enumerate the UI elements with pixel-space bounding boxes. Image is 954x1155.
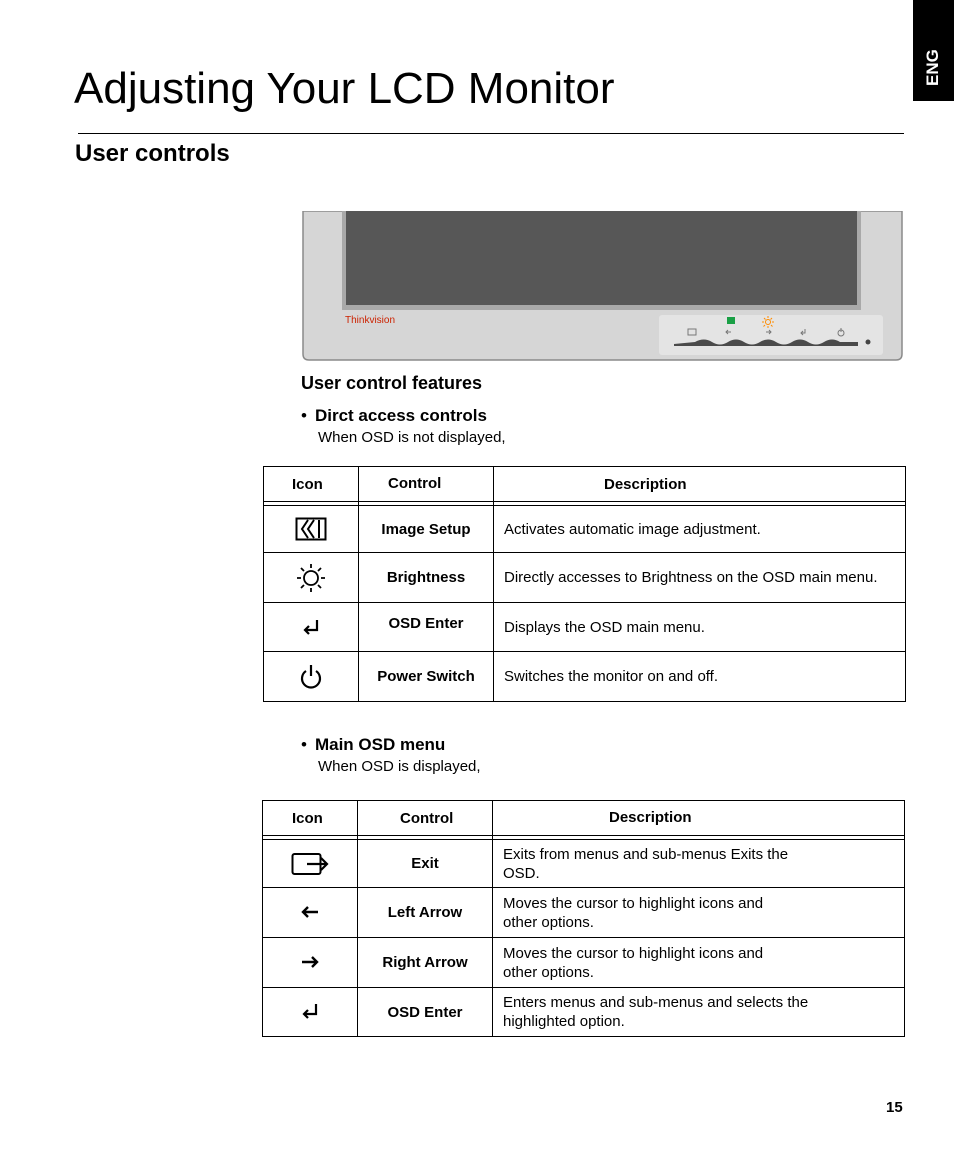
column-header-control: Control [358, 801, 493, 836]
monitor-screen [346, 211, 857, 305]
control-name: Brightness [359, 553, 494, 603]
monitor-image-setup-indicator [727, 317, 735, 324]
enter-icon [263, 988, 358, 1037]
exit-icon [263, 840, 358, 888]
power-icon [264, 652, 359, 702]
control-description: Moves the cursor to highlight icons and other options. [493, 888, 905, 938]
control-description: Displays the OSD main menu. [494, 603, 906, 652]
monitor-control-buttons [674, 340, 858, 347]
monitor-power-led [866, 340, 871, 345]
control-name: Image Setup [359, 506, 494, 553]
table-row [264, 603, 906, 652]
direct-controls-title: Dirct access controls [314, 406, 487, 425]
main-osd-bullet: • Main OSD menu [301, 735, 446, 754]
table-row [264, 506, 906, 553]
table-row [263, 888, 905, 938]
table-row [264, 553, 906, 603]
table-header-row [264, 467, 906, 502]
section-heading: User controls [75, 140, 230, 167]
right-arrow-icon [263, 938, 358, 988]
language-tab-label: ENG [923, 49, 942, 86]
page-number: 15 [886, 1099, 903, 1116]
brightness-icon [264, 553, 359, 603]
enter-icon [264, 603, 359, 652]
control-description: Activates automatic image adjustment. [494, 506, 906, 553]
features-heading: User control features [301, 373, 483, 393]
control-name: Exit [358, 840, 493, 888]
main-osd-table [262, 800, 905, 1037]
direct-controls-table [263, 466, 906, 702]
column-header-icon: Icon [263, 801, 358, 836]
left-arrow-icon [263, 888, 358, 938]
table-row [264, 652, 906, 702]
table-header-row [263, 801, 905, 836]
column-header-description: Description [493, 801, 905, 836]
column-header-description: Description [494, 467, 906, 502]
column-header-control: Control [359, 467, 494, 502]
monitor-brand-label: Thinkvision [345, 315, 396, 326]
direct-controls-bullet: • Dirct access controls [301, 406, 487, 425]
image-setup-icon [264, 506, 359, 553]
control-name: Left Arrow [358, 888, 493, 938]
control-description: Exits from menus and sub-menus Exits the OSD. [493, 840, 905, 888]
language-tab [913, 0, 954, 101]
main-osd-note: When OSD is displayed, [318, 758, 481, 775]
monitor-illustration [302, 211, 903, 361]
table-row [263, 988, 905, 1037]
control-description: Moves the cursor to highlight icons and other options. [493, 938, 905, 988]
control-name: OSD Enter [359, 603, 494, 652]
table-row [263, 840, 905, 888]
control-name: OSD Enter [358, 988, 493, 1037]
column-header-icon: Icon [264, 467, 359, 502]
control-description: Enters menus and sub-menus and selects the highlighted option. [493, 988, 905, 1037]
control-name: Right Arrow [358, 938, 493, 988]
page-title: Adjusting Your LCD Monitor [74, 64, 615, 113]
table-row [263, 938, 905, 988]
control-description: Directly accesses to Brightness on the OSD main menu. [494, 553, 906, 603]
control-description: Switches the monitor on and off. [494, 652, 906, 702]
title-divider [78, 133, 904, 134]
main-osd-title: Main OSD menu [314, 735, 446, 754]
direct-controls-note: When OSD is not displayed, [318, 429, 506, 446]
control-name: Power Switch [359, 652, 494, 702]
